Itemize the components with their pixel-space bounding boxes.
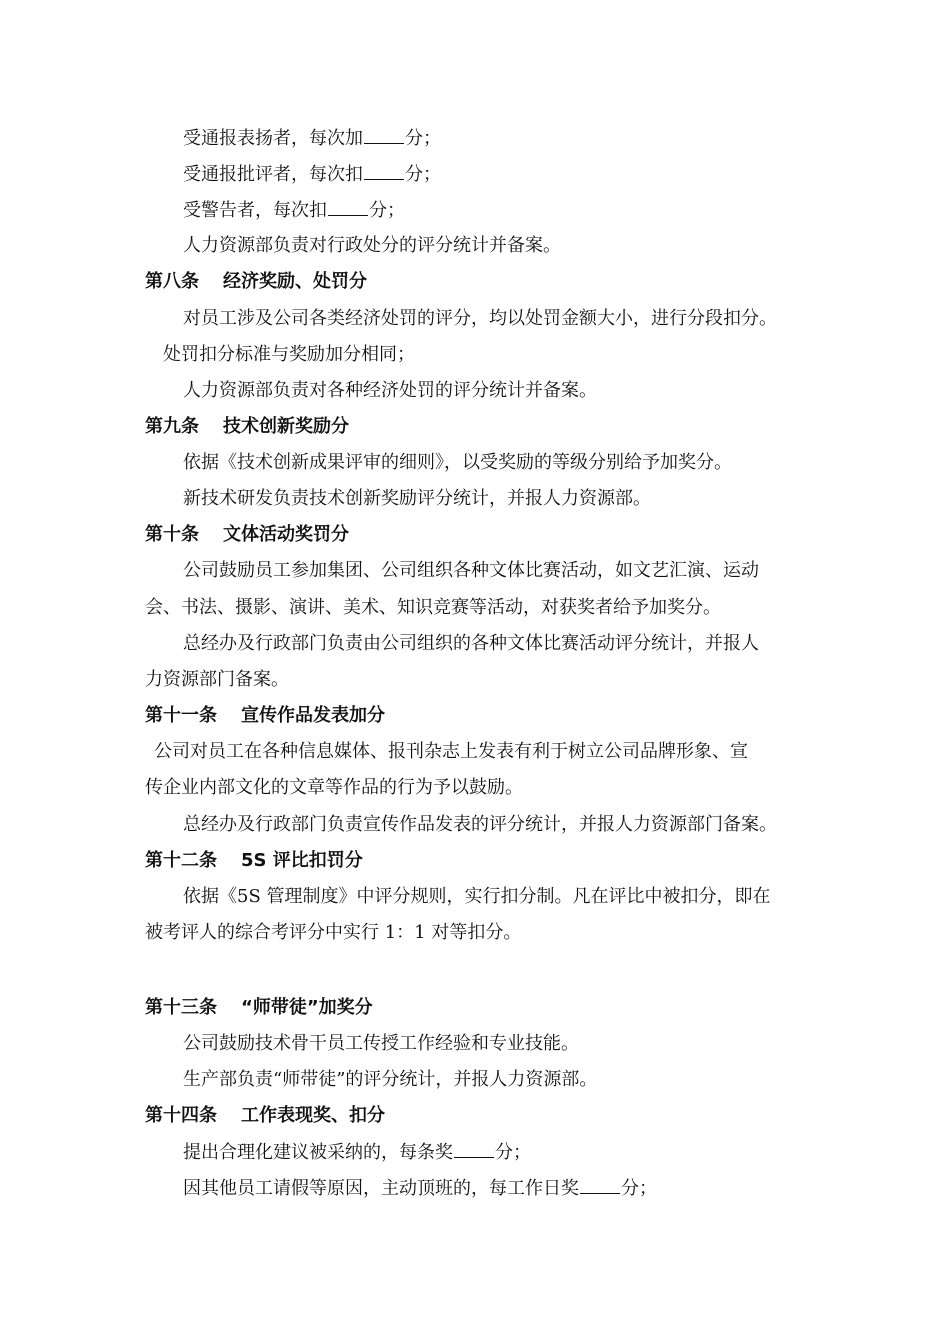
paragraph-line: 公司鼓励技术骨干员工传授工作经验和专业技能。: [183, 1033, 579, 1054]
paragraph-line: 力资源部门备案。: [145, 669, 289, 690]
line-text: 分；: [621, 1178, 657, 1199]
section-heading: [145, 850, 363, 874]
section-heading: [145, 705, 385, 729]
section-heading: [145, 271, 367, 295]
article-title: 宣传作品发表加分: [241, 705, 385, 726]
line-text: 受通报表扬者，每次加: [183, 128, 363, 149]
section-heading: [145, 997, 373, 1021]
article-number: 第十四条: [145, 1105, 217, 1126]
fill-blank: [364, 127, 404, 144]
line-text: 分；: [495, 1142, 531, 1163]
line-text: 分；: [405, 164, 441, 185]
paragraph-line: 生产部负责“师带徒”的评分统计，并报人力资源部。: [183, 1069, 598, 1090]
article-number: 第九条: [145, 416, 199, 437]
paragraph-line: 传企业内部文化的文章等作品的行为予以鼓励。: [145, 777, 523, 798]
paragraph-line: 依据《5S 管理制度》中评分规则，实行扣分制。凡在评比中被扣分，即在: [183, 886, 771, 907]
paragraph-line: 被考评人的综合考评分中实行 1：1 对等扣分。: [145, 922, 522, 943]
fill-blank: [580, 1177, 620, 1194]
paragraph-line: [183, 1141, 531, 1165]
paragraph-line: 总经办及行政部门负责宣传作品发表的评分统计，并报人力资源部门备案。: [183, 814, 777, 835]
fill-blank: [454, 1141, 494, 1158]
paragraph-line: 对员工涉及公司各类经济处罚的评分，均以处罚金额大小，进行分段扣分。: [183, 308, 777, 329]
article-number: 第十三条: [145, 997, 217, 1018]
line-text: 分；: [405, 128, 441, 149]
paragraph-line: [183, 199, 405, 223]
line-text: 提出合理化建议被采纳的，每条奖: [183, 1142, 453, 1163]
paragraph-line: 新技术研发负责技术创新奖励评分统计，并报人力资源部。: [183, 488, 651, 509]
article-number: 第八条: [145, 271, 199, 292]
line-text: 受通报批评者，每次扣: [183, 164, 363, 185]
paragraph-line: 公司鼓励员工参加集团、公司组织各种文体比赛活动，如文艺汇演、运动: [183, 560, 759, 581]
article-title: 5S 评比扣罚分: [241, 850, 363, 871]
paragraph-line: 总经办及行政部门负责由公司组织的各种文体比赛活动评分统计，并报人: [183, 633, 759, 654]
article-title: 技术创新奖励分: [223, 416, 349, 437]
article-title: 文体活动奖罚分: [223, 524, 349, 545]
line-text: 受警告者，每次扣: [183, 200, 327, 221]
article-number: 第十一条: [145, 705, 217, 726]
article-number: 第十条: [145, 524, 199, 545]
paragraph-line: 人力资源部负责对各种经济处罚的评分统计并备案。: [183, 380, 597, 401]
article-title: 工作表现奖、扣分: [241, 1105, 385, 1126]
section-heading: [145, 416, 349, 440]
paragraph-line: [183, 163, 441, 187]
article-title: “师带徒”加奖分: [241, 997, 373, 1018]
paragraph-line: [183, 1177, 657, 1201]
article-number: 第十二条: [145, 850, 217, 871]
fill-blank: [364, 163, 404, 180]
paragraph-line: 处罚扣分标准与奖励加分相同；: [163, 344, 415, 365]
article-title: 经济奖励、处罚分: [223, 271, 367, 292]
section-heading: [145, 524, 349, 548]
paragraph-line: 公司对员工在各种信息媒体、报刊杂志上发表有利于树立公司品牌形象、宣: [154, 741, 748, 762]
line-text: 分；: [369, 200, 405, 221]
paragraph-line: 人力资源部负责对行政处分的评分统计并备案。: [183, 235, 561, 256]
paragraph-line: 会、书法、摄影、演讲、美术、知识竞赛等活动，对获奖者给予加奖分。: [145, 597, 721, 618]
section-heading: [145, 1105, 385, 1129]
fill-blank: [328, 199, 368, 216]
line-text: 因其他员工请假等原因，主动顶班的，每工作日奖: [183, 1178, 579, 1199]
paragraph-line: [183, 127, 441, 151]
paragraph-line: 依据《技术创新成果评审的细则》，以受奖励的等级分别给予加奖分。: [183, 452, 732, 473]
